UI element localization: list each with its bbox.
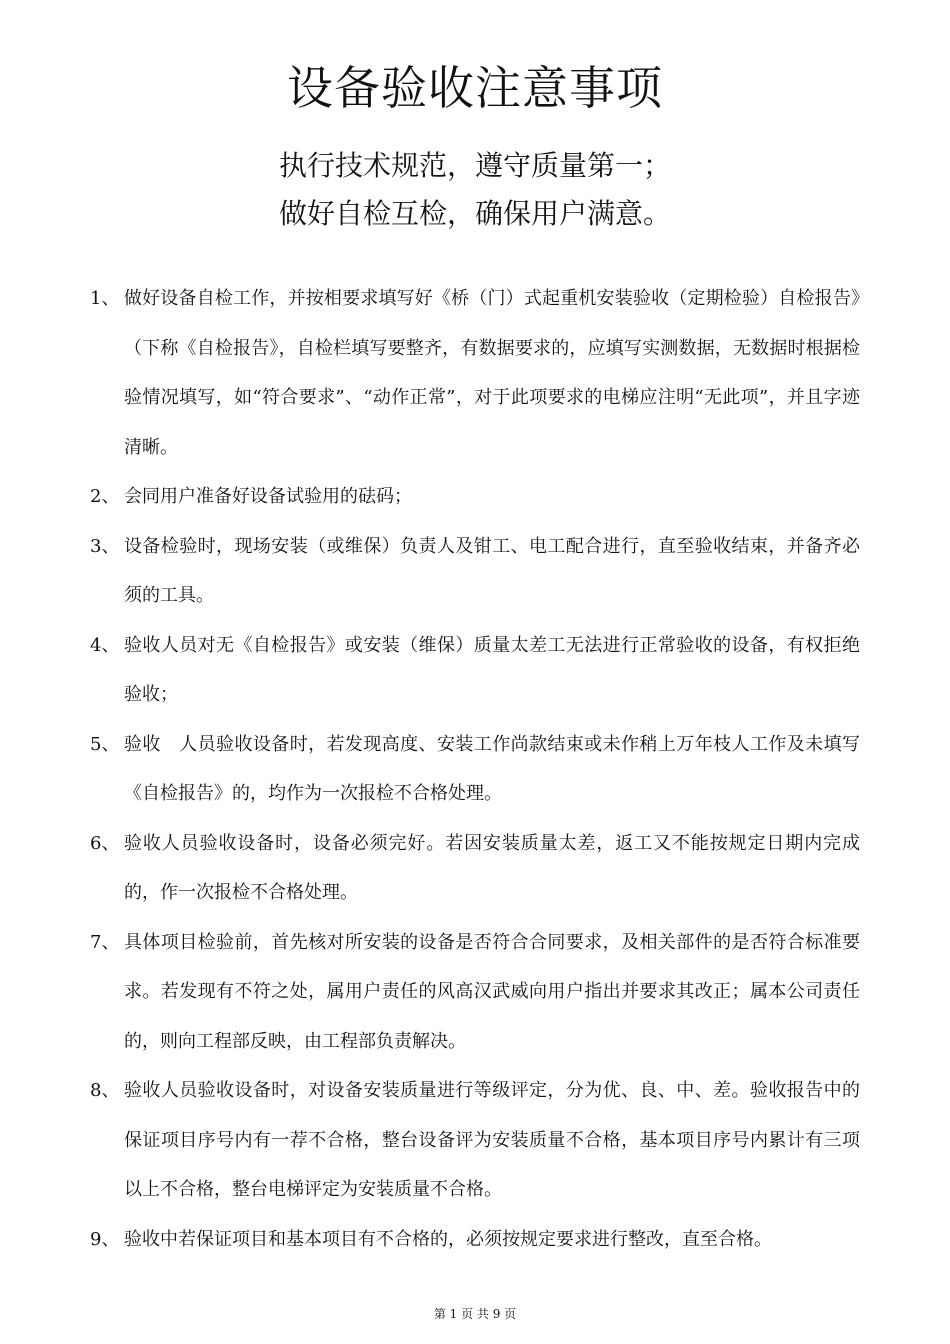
item-text: 设备检验时，现场安装（或维保）负责人及钳工、电工配合进行，直至验收结束，并备齐必须的工具。 — [124, 535, 860, 606]
item-number: 6、 — [90, 832, 120, 854]
item-text: 验收 人员验收设备时，若发现高度、安装工作尚款结束或未作稍上万年枝人工作及未填写《自检报告》的，均作为一次报检不合格处理。 — [124, 733, 860, 804]
list-item — [90, 472, 860, 522]
item-text: 做好设备自检工作，并按相要求填写好《桥（门）式起重机安装验收（定期检验）自检报告》（下称《自检报告》，自检栏填写要整齐，有数据要求的，应填写实测数据，无数据时根据检验情况填写，如“符合要求”、“动作正常”，对于此项要求的电梯应注明“无此项”，并且字迹清晰。 — [124, 288, 860, 458]
item-text: 具体项目检验前，首先核对所安装的设备是否符合合同要求，及相关部件的是否符合标准要求。若发现有不符之处，属用户责任的风高汉武威向用户指出并要求其改正；属本公司责任的，则向工程部反映，由工程部负责解决。 — [124, 931, 860, 1052]
list-item — [90, 819, 860, 918]
list-item — [90, 621, 860, 720]
page-number: 第 1 页 共 9 页 — [433, 1307, 517, 1321]
item-text: 验收中若保证项目和基本项目有不合格的，必须按规定要求进行整改，直至合格。 — [124, 1228, 772, 1250]
slogan-line-2: 做好自检互检，确保用户满意。 — [278, 197, 671, 230]
item-number: 8、 — [90, 1080, 120, 1101]
item-text: 验收人员对无《自检报告》或安装（维保）质量太差工无法进行正常验收的设备，有权拒绝验收； — [124, 634, 860, 705]
item-number: 5、 — [90, 733, 120, 755]
list-item — [90, 274, 860, 472]
item-number: 4、 — [90, 634, 120, 656]
list-item — [90, 522, 860, 621]
list-item — [90, 1066, 860, 1215]
item-number: 3、 — [90, 535, 120, 557]
document-title: 设备验收注意事项 — [287, 61, 663, 115]
item-text: 会同用户准备好设备试验用的砝码； — [124, 486, 412, 507]
item-number: 2、 — [90, 486, 120, 507]
item-text: 验收人员验收设备时，对设备安装质量进行等级评定，分为优、良、中、差。验收报告中的保证项目序号内有一荐不合格，整台设备评为安装质量不合格，基本项目序号内累计有三项以上不合格，整台电梯评定为安装质量不合格。 — [124, 1080, 860, 1200]
list-item — [90, 1215, 860, 1265]
list-item — [90, 720, 860, 819]
item-text: 验收人员验收设备时，设备必须完好。若因安装质量太差，返工又不能按规定日期内完成的，作一次报检不合格处理。 — [124, 832, 860, 903]
list-item — [90, 918, 860, 1067]
item-number: 1、 — [90, 288, 120, 309]
slogan-line-1: 执行技术规范，遵守质量第一； — [278, 149, 671, 182]
notice-list — [90, 274, 860, 1264]
item-number: 7、 — [90, 931, 120, 953]
item-number: 9、 — [90, 1228, 120, 1250]
